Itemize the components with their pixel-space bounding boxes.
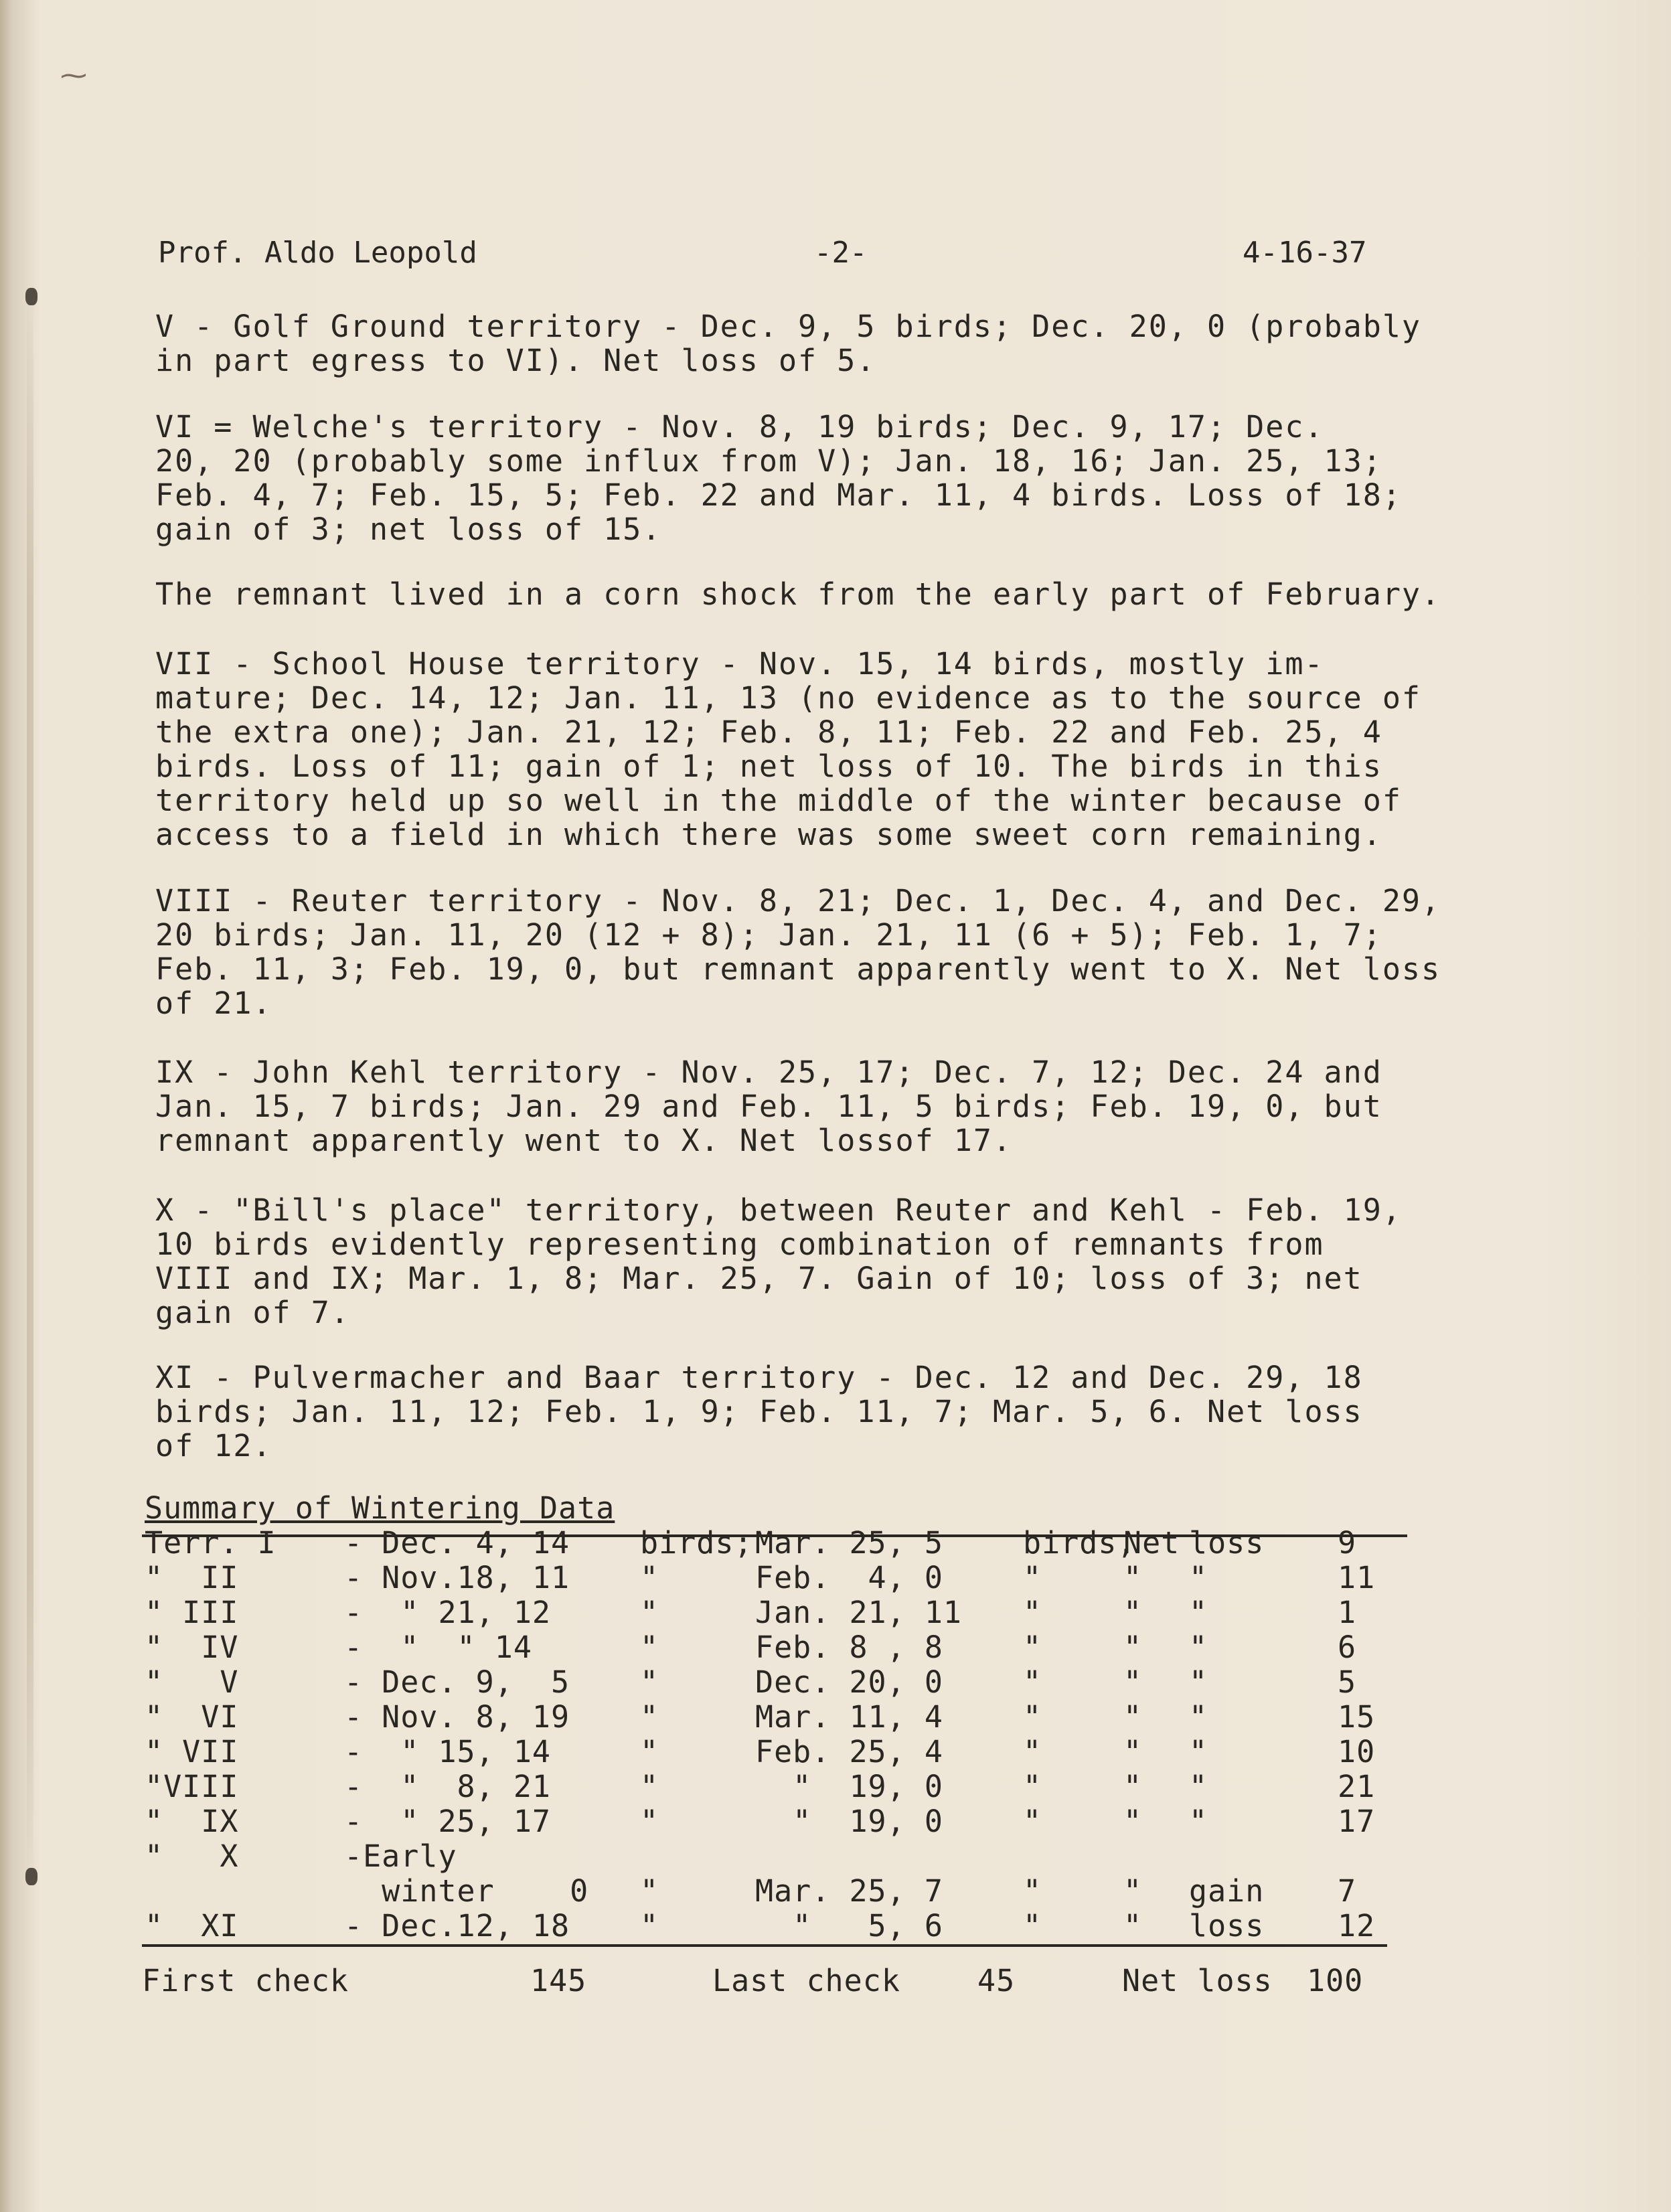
punch-hole-top	[25, 288, 37, 305]
cell-loss-gain: "	[1189, 1630, 1208, 1665]
cell-first-check: -Early	[344, 1838, 457, 1874]
cell-birds-2: "	[1023, 1769, 1042, 1804]
cell-loss-gain: "	[1189, 1560, 1208, 1595]
cell-count: 15	[1338, 1699, 1376, 1735]
paragraph-territory-viii: VIII - Reuter territory - Nov. 8, 21; Dec. 1, Dec. 4, and Dec. 29, 20 birds; Jan. 11, 20 (12 + 8); Jan. 21, 11 (6 + 5); Feb. 1, 7; Feb. 11, 3; Feb. 19, 0, but remnant apparently went to X. Net loss of 21.	[155, 883, 1441, 1021]
cell-first-check: - " 21, 12	[344, 1595, 552, 1630]
cell-net: "	[1123, 1699, 1143, 1735]
cell-first-check: winter 0	[344, 1873, 589, 1909]
cell-last-check: " 5, 6	[755, 1908, 943, 1944]
paragraph-remnant-note: The remnant lived in a corn shock from the early part of February.	[155, 576, 1441, 612]
table-row	[145, 1908, 1417, 1943]
cell-count: 21	[1338, 1769, 1376, 1804]
cell-birds-1: "	[640, 1699, 659, 1735]
cell-net: "	[1123, 1804, 1143, 1839]
cell-loss-gain: loss	[1189, 1525, 1265, 1561]
table-row	[145, 1664, 1417, 1699]
cell-net: "	[1123, 1560, 1143, 1595]
cell-birds-1: "	[640, 1908, 659, 1944]
cell-birds-1: "	[640, 1769, 659, 1804]
cell-net: "	[1123, 1908, 1143, 1944]
summary-title: Summary of Wintering Data	[145, 1490, 615, 1526]
cell-last-check: " 19, 0	[755, 1804, 943, 1839]
cell-loss-gain: "	[1189, 1699, 1208, 1735]
cell-count: 10	[1338, 1734, 1376, 1769]
cell-birds-1: "	[640, 1734, 659, 1769]
cell-loss-gain: "	[1189, 1595, 1208, 1630]
table-row	[145, 1769, 1417, 1804]
paragraph-territory-vii: VII - School House territory - Nov. 15, 14 birds, mostly im- mature; Dec. 14, 12; Jan. 11, 13 (no evidence as to the source of the extra one); Jan. 21, 12; Feb. 8, 11; Feb. 22 and Feb. 25, 4 birds. Loss of 11; gain of 1; net loss of 10. The birds in this territory held up so well in the middle of the winter because of access to a field in which there was some sweet corn remaining.	[155, 646, 1421, 852]
cell-birds-2: "	[1023, 1699, 1042, 1735]
cell-territory: " XI	[145, 1908, 239, 1944]
cell-territory: " II	[145, 1560, 239, 1595]
cell-last-check: Mar. 11, 4	[755, 1699, 943, 1735]
cell-birds-2: birds,	[1023, 1525, 1136, 1561]
paragraph-territory-ix: IX - John Kehl territory - Nov. 25, 17; Dec. 7, 12; Dec. 24 and Jan. 15, 7 birds; Jan. 29 and Feb. 11, 5 birds; Feb. 19, 0, but remnant apparently went to X. Net lossof 17.	[155, 1054, 1382, 1158]
cell-loss-gain: "	[1189, 1734, 1208, 1769]
cell-birds-2: "	[1023, 1560, 1042, 1595]
cell-birds-2: "	[1023, 1804, 1042, 1839]
cell-count: 11	[1338, 1560, 1376, 1595]
cell-territory: Terr. I	[145, 1525, 276, 1561]
page-number: -2-	[814, 236, 868, 270]
cell-birds-1: "	[640, 1804, 659, 1839]
cell-territory: " V	[145, 1664, 239, 1700]
cell-loss-gain: loss	[1189, 1908, 1265, 1944]
net-loss-label: Net loss	[1122, 1963, 1273, 1998]
table-bottom-rule	[142, 1944, 1387, 1947]
table-row	[145, 1699, 1417, 1734]
cell-last-check: Mar. 25, 7	[755, 1873, 943, 1909]
cell-birds-1: "	[640, 1664, 659, 1700]
cell-first-check: - Dec.12, 18	[344, 1908, 570, 1944]
cell-birds-1: "	[640, 1873, 659, 1909]
cell-first-check: - " 15, 14	[344, 1734, 552, 1769]
table-row	[145, 1734, 1417, 1769]
cell-territory: " VI	[145, 1699, 239, 1735]
cell-last-check: Dec. 20, 0	[755, 1664, 943, 1700]
cell-count: 9	[1338, 1525, 1357, 1561]
cell-first-check: - Nov.18, 11	[344, 1560, 570, 1595]
cell-count: 5	[1338, 1664, 1357, 1700]
page-edge-shadow	[27, 281, 33, 1888]
cell-first-check: - " " 14	[344, 1630, 532, 1665]
paper-tear-mark: ⁓	[60, 60, 87, 91]
letter-header	[158, 236, 1383, 276]
table-row	[145, 1630, 1417, 1664]
cell-loss-gain: "	[1189, 1769, 1208, 1804]
cell-count: 1	[1338, 1595, 1357, 1630]
cell-first-check: - Nov. 8, 19	[344, 1699, 570, 1735]
cell-first-check: - " 8, 21	[344, 1769, 552, 1804]
cell-territory: " VII	[145, 1734, 239, 1769]
punch-hole-bottom	[25, 1868, 37, 1885]
net-loss-value: 100	[1307, 1963, 1364, 1998]
cell-count: 12	[1338, 1908, 1376, 1944]
first-check-value: 145	[530, 1963, 587, 1998]
cell-last-check: Jan. 21, 11	[755, 1595, 963, 1630]
cell-territory: " X	[145, 1838, 239, 1874]
paragraph-territory-v: V - Golf Ground territory - Dec. 9, 5 birds; Dec. 20, 0 (probably in part egress to VI). Net loss of 5.	[155, 309, 1421, 378]
first-check-label: First check	[142, 1963, 349, 1998]
cell-first-check: - " 25, 17	[344, 1804, 552, 1839]
paragraph-territory-xi: XI - Pulvermacher and Baar territory - Dec. 12 and Dec. 29, 18 birds; Jan. 11, 12; Feb. 1, 9; Feb. 11, 7; Mar. 5, 6. Net loss of 12.	[155, 1360, 1363, 1464]
cell-loss-gain: gain	[1189, 1873, 1265, 1909]
cell-first-check: - Dec. 4, 14	[344, 1525, 570, 1561]
letter-date: 4-16-37	[1243, 236, 1367, 270]
cell-birds-2: "	[1023, 1630, 1042, 1665]
last-check-value: 45	[977, 1963, 1016, 1998]
table-row	[145, 1838, 1417, 1873]
cell-net: "	[1123, 1769, 1143, 1804]
paragraph-territory-x: X - "Bill's place" territory, between Reuter and Kehl - Feb. 19, 10 birds evidently representing combination of remnants from VIII and IX; Mar. 1, 8; Mar. 25, 7. Gain of 10; loss of 3; net gain of 7.	[155, 1192, 1402, 1330]
cell-count: 17	[1338, 1804, 1376, 1839]
cell-net: "	[1123, 1630, 1143, 1665]
cell-loss-gain: "	[1189, 1664, 1208, 1700]
cell-count: 7	[1338, 1873, 1357, 1909]
table-row	[145, 1525, 1417, 1560]
cell-birds-2: "	[1023, 1595, 1042, 1630]
cell-territory: " IX	[145, 1804, 239, 1839]
cell-loss-gain: "	[1189, 1804, 1208, 1839]
table-row	[145, 1804, 1417, 1838]
cell-birds-1: "	[640, 1560, 659, 1595]
cell-territory: " IV	[145, 1630, 239, 1665]
cell-net: "	[1123, 1595, 1143, 1630]
cell-territory: "VIII	[145, 1769, 239, 1804]
cell-birds-1: "	[640, 1595, 659, 1630]
cell-net: Net	[1123, 1525, 1180, 1561]
cell-birds-2: "	[1023, 1734, 1042, 1769]
table-row	[145, 1560, 1417, 1595]
cell-net: "	[1123, 1664, 1143, 1700]
cell-last-check: Feb. 4, 0	[755, 1560, 943, 1595]
cell-birds-2: "	[1023, 1664, 1042, 1700]
cell-birds-2: "	[1023, 1908, 1042, 1944]
table-row	[145, 1873, 1417, 1908]
paragraph-territory-vi: VI = Welche's territory - Nov. 8, 19 birds; Dec. 9, 17; Dec. 20, 20 (probably some influx from V); Jan. 18, 16; Jan. 25, 13; Feb. 4, 7; Feb. 15, 5; Feb. 22 and Mar. 11, 4 birds. Loss of 18; gain of 3; net loss of 15.	[155, 409, 1402, 547]
cell-territory: " III	[145, 1595, 239, 1630]
recipient-name: Prof. Aldo Leopold	[158, 236, 477, 270]
table-row	[145, 1595, 1417, 1630]
last-check-label: Last check	[712, 1963, 900, 1998]
cell-net: "	[1123, 1734, 1143, 1769]
cell-first-check: - Dec. 9, 5	[344, 1664, 570, 1700]
cell-birds-2: "	[1023, 1873, 1042, 1909]
cell-count: 6	[1338, 1630, 1357, 1665]
cell-birds-1: "	[640, 1630, 659, 1665]
cell-last-check: Feb. 8 , 8	[755, 1630, 943, 1665]
cell-last-check: Mar. 25, 5	[755, 1525, 943, 1561]
cell-birds-1: birds;	[640, 1525, 753, 1561]
cell-last-check: " 19, 0	[755, 1769, 943, 1804]
cell-net: "	[1123, 1873, 1143, 1909]
cell-last-check: Feb. 25, 4	[755, 1734, 943, 1769]
